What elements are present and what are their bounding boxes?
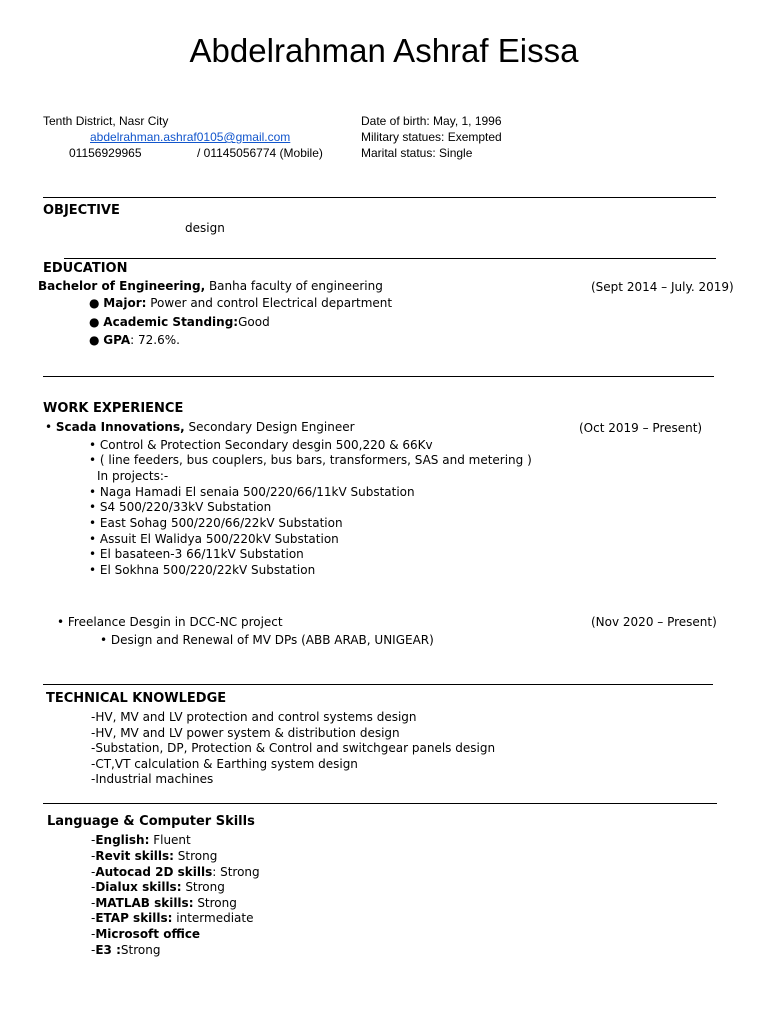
company-name: Scada Innovations, (55, 420, 185, 434)
education-item-label: GPA (103, 333, 131, 347)
military-status: Military statues: Exempted (361, 130, 502, 144)
project-item: • Assuit El Walidya 500/220kV Substation (89, 532, 339, 546)
technical-heading: TECHNICAL KNOWLEDGE (46, 691, 227, 706)
education-dates: (Sept 2014 – July. 2019) (591, 280, 734, 294)
job-detail: • Design and Renewal of MV DPs (ABB ARAB, UNIGEAR) (100, 633, 434, 647)
objective-text: design (185, 221, 225, 235)
job-dates: (Oct 2019 – Present) (579, 421, 703, 435)
education-item-value: : 72.6%. (130, 333, 180, 347)
technical-item: -HV, MV and LV protection and control systems design (91, 710, 417, 724)
technical-item: -Substation, DP, Protection & Control and switchgear panels design (91, 741, 496, 755)
skill-item: -Autocad 2D skills: Strong (91, 865, 260, 879)
phone-primary: 01156929965 (69, 146, 142, 160)
skill-item: -Dialux skills: Strong (91, 880, 225, 894)
job-freelance: • Freelance Desgin in DCC-NC project (57, 615, 283, 629)
degree-title: Bachelor of Engineering, (38, 279, 206, 293)
email-link[interactable]: abdelrahman.ashraf0105@gmail.com (90, 130, 291, 144)
skill-item: -ETAP skills: intermediate (91, 911, 254, 925)
skill-item: -Revit skills: Strong (91, 849, 218, 863)
technical-item: -CT,VT calculation & Earthing system design (91, 757, 358, 771)
education-item: ● Major: Power and control Electrical department (89, 296, 393, 310)
technical-item: -HV, MV and LV power system & distribution design (91, 726, 400, 740)
degree (38, 279, 383, 293)
page-title: Abdelrahman Ashraf Eissa (189, 32, 579, 69)
skill-item: -English: Fluent (91, 833, 191, 847)
project-item: • S4 500/220/33kV Substation (89, 500, 272, 514)
project-item: • Naga Hamadi El senaia 500/220/66/11kV Substation (89, 485, 415, 499)
skills-heading: Language & Computer Skills (47, 814, 255, 829)
skill-item: -E3 :Strong (91, 943, 161, 957)
job-scada: • Scada Innovations, Secondary Design Engineer (45, 420, 355, 434)
divider (64, 258, 716, 259)
project-item: • East Sohag 500/220/66/22kV Substation (89, 516, 343, 530)
job-detail: • Control & Protection Secondary desgin 500,220 & 66Kv (89, 438, 433, 452)
degree-institution: Banha faculty of engineering (205, 279, 383, 293)
objective-heading: OBJECTIVE (43, 203, 120, 218)
phone-mobile: / 01145056774 (Mobile) (197, 146, 323, 160)
education-item: ● Academic Standing:Good (89, 315, 270, 329)
date-of-birth: Date of birth: May, 1, 1996 (361, 114, 502, 128)
skill-item: -MATLAB skills: Strong (91, 896, 237, 910)
job-role: Secondary Design Engineer (184, 420, 355, 434)
marital-status: Marital status: Single (361, 146, 473, 160)
divider (43, 376, 714, 377)
divider (43, 197, 716, 198)
technical-item: -Industrial machines (91, 772, 214, 786)
education-item-value: Power and control Electrical department (146, 296, 393, 310)
job-detail: • ( line feeders, bus couplers, bus bars, transformers, SAS and metering ) (89, 453, 532, 467)
projects-intro: In projects:- (97, 469, 169, 483)
work-heading: WORK EXPERIENCE (43, 401, 184, 416)
education-item: ● GPA: 72.6%. (89, 333, 180, 347)
job-dates: (Nov 2020 – Present) (591, 615, 717, 629)
project-item: • El Sokhna 500/220/22kV Substation (89, 563, 316, 577)
divider (43, 684, 713, 685)
education-item-label: Major: (103, 296, 147, 310)
education-item-label: Academic Standing: (103, 315, 239, 329)
education-item-value: Good (238, 315, 270, 329)
divider (43, 803, 717, 804)
address: Tenth District, Nasr City (43, 114, 169, 128)
education-heading: EDUCATION (43, 261, 128, 276)
project-item: • El basateen-3 66/11kV Substation (89, 547, 304, 561)
skill-item: -Microsoft office (91, 927, 201, 941)
